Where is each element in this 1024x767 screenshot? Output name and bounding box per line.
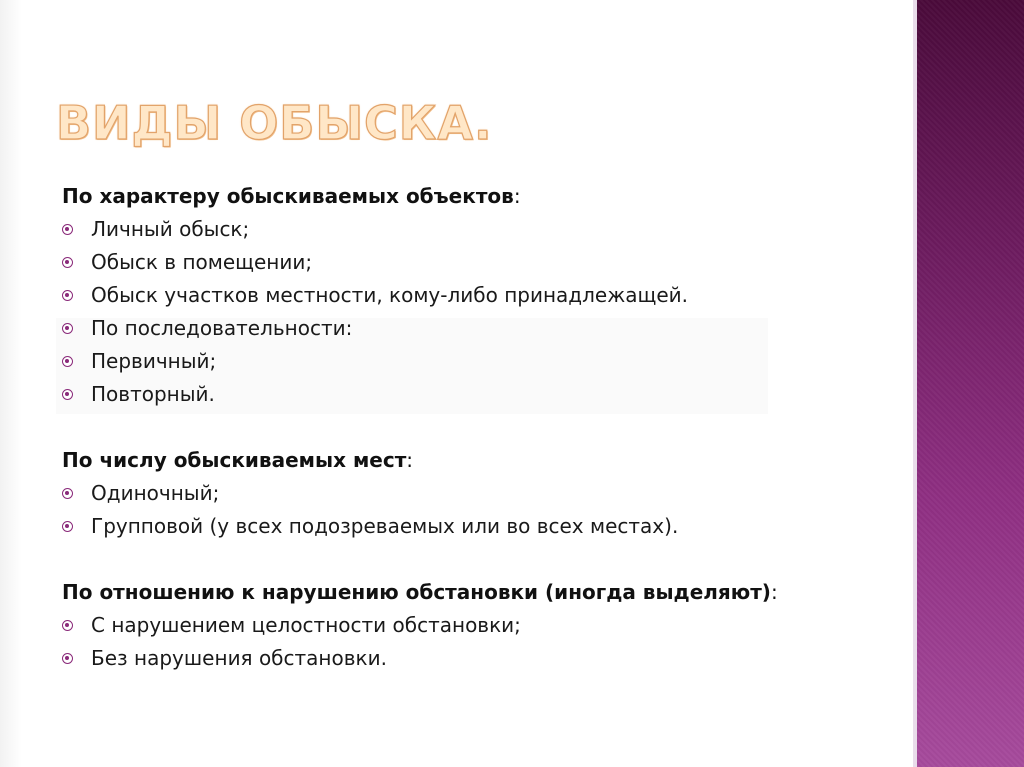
list-item-text: Групповой (у всех подозреваемых или во всех местах).: [91, 514, 679, 538]
circle-bullet-icon: [62, 389, 73, 400]
section-heading-colon: :: [770, 580, 778, 604]
left-margin-shade: [0, 0, 22, 767]
circle-bullet-icon: [62, 356, 73, 367]
list-item-text: Обыск в помещении;: [91, 250, 313, 274]
spacer: [62, 543, 882, 576]
right-band-edge: [913, 0, 917, 767]
section-heading: [62, 180, 882, 213]
circle-bullet-icon: [62, 290, 73, 301]
list-item: [62, 213, 882, 246]
section-heading-colon: :: [406, 448, 414, 472]
slide-title: ВИДЫ ОБЫСКА.: [56, 96, 493, 150]
spacer: [62, 411, 882, 444]
circle-bullet-icon: [62, 323, 73, 334]
right-band-texture: [917, 0, 1024, 767]
circle-bullet-icon: [62, 521, 73, 532]
list-item: [62, 378, 882, 411]
list-item: [62, 609, 882, 642]
list-item-text: Личный обыск;: [91, 217, 250, 241]
section-heading-text: По числу обыскиваемых мест: [62, 448, 407, 472]
slide-content: [62, 180, 882, 675]
list-item: [62, 246, 882, 279]
section-heading: [62, 576, 882, 609]
list-item-text: Без нарушения обстановки.: [91, 646, 387, 670]
circle-bullet-icon: [62, 653, 73, 664]
list-item: [62, 279, 882, 312]
list-item-text: По последовательности:: [91, 316, 353, 340]
list-item: [62, 345, 882, 378]
list-item-text: Повторный.: [91, 382, 215, 406]
list-item: [62, 510, 882, 543]
section-heading-colon: :: [513, 184, 521, 208]
list-item-text: Первичный;: [91, 349, 217, 373]
list-item-text: Обыск участков местности, кому-либо принадлежащей.: [91, 283, 688, 307]
list-item: [62, 312, 882, 345]
circle-bullet-icon: [62, 224, 73, 235]
circle-bullet-icon: [62, 257, 73, 268]
list-item: [62, 642, 882, 675]
list-item-text: Одиночный;: [91, 481, 220, 505]
list-item-text: С нарушением целостности обстановки;: [91, 613, 521, 637]
circle-bullet-icon: [62, 488, 73, 499]
circle-bullet-icon: [62, 620, 73, 631]
list-item: [62, 477, 882, 510]
section-heading: [62, 444, 882, 477]
section-heading-text: По отношению к нарушению обстановки (иногда выделяют): [62, 580, 771, 604]
section-heading-text: По характеру обыскиваемых объектов: [62, 184, 514, 208]
